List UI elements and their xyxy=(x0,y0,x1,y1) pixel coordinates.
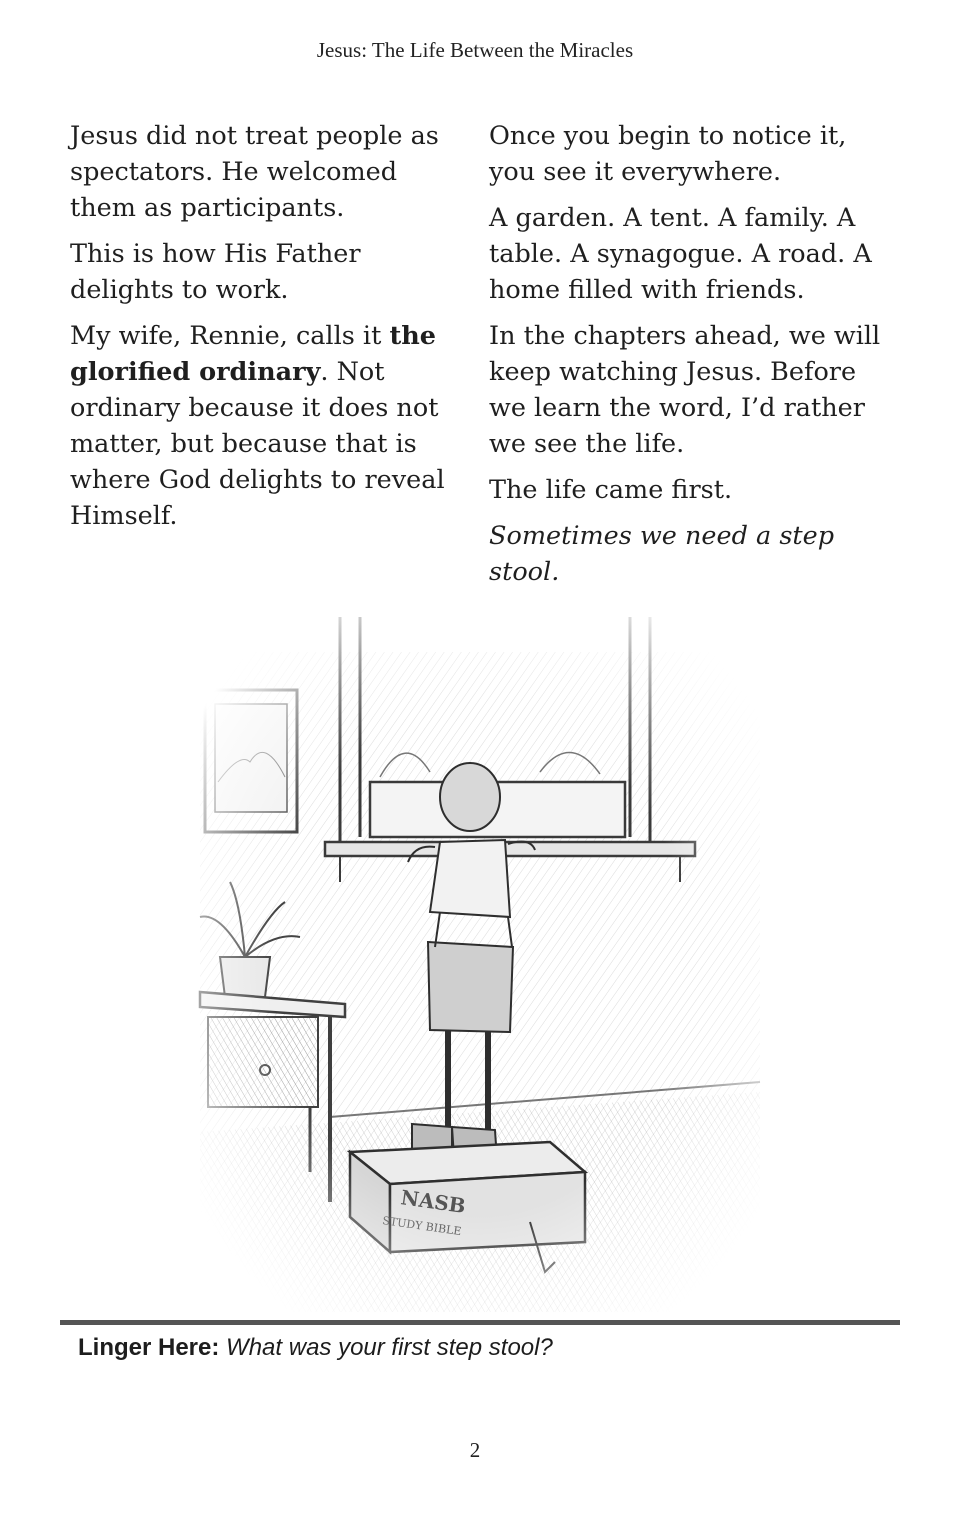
right-column xyxy=(489,118,899,600)
linger-question: What was your first step stool? xyxy=(226,1334,553,1361)
linger-label: Linger Here: xyxy=(78,1334,220,1361)
running-head: Jesus: The Life Between the Miracles xyxy=(316,38,634,62)
emphasis-phrase: the glorified ordinary xyxy=(70,321,436,387)
page-number: 2 xyxy=(469,1438,481,1462)
paragraph: A garden. A tent. A family. A table. A synagogue. A road. A home filled with friends. xyxy=(489,203,872,305)
text-run: My wife, Rennie, calls it xyxy=(70,321,390,351)
paragraph: Once you begin to notice it, you see it everywhere. xyxy=(489,121,847,187)
paragraph-italic xyxy=(489,518,899,590)
paragraph: Jesus did not treat people as spectators. He welcomed them as participants. xyxy=(70,121,439,223)
linger-prompt xyxy=(78,1334,553,1362)
text-run: . Not ordinary because it does not matter, but because that is where God delights to reveal Himself. xyxy=(70,357,445,531)
pencil-illustration xyxy=(190,612,770,1312)
italic-line: Sometimes we need a step stool. xyxy=(489,521,835,587)
left-column xyxy=(70,118,460,544)
paragraph: The life came first. xyxy=(489,475,733,505)
paragraph: In the chapters ahead, we will keep watching Jesus. Before we learn the word, I’d rather we see the life. xyxy=(489,321,881,459)
section-divider xyxy=(60,1320,900,1325)
paragraph xyxy=(70,318,460,534)
paragraph: This is how His Father delights to work. xyxy=(70,239,361,305)
